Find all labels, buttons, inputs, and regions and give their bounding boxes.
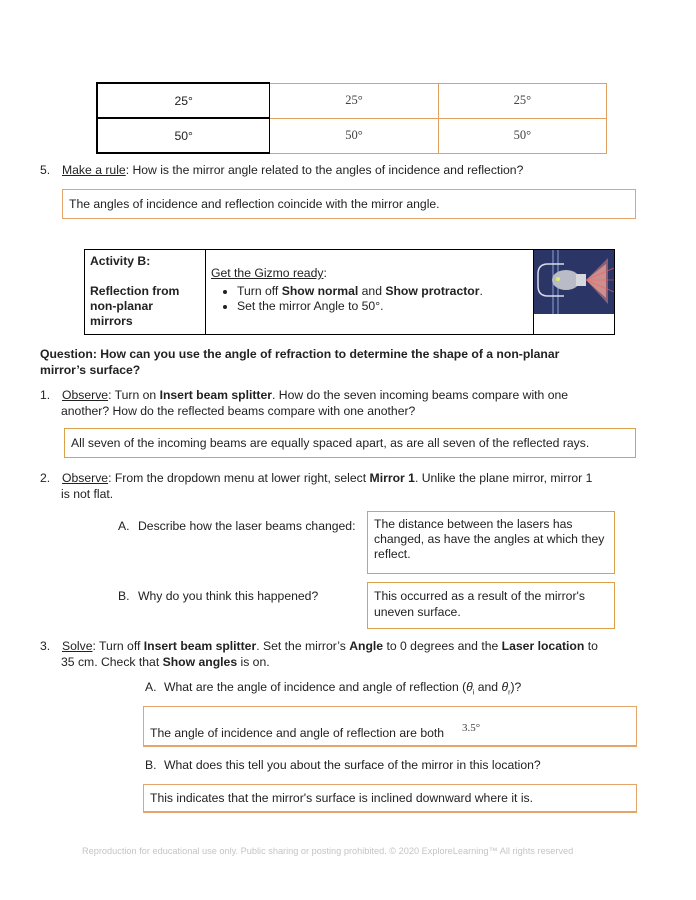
question-text: is not flat. (61, 487, 114, 501)
question-label: Make a rule (62, 163, 126, 177)
part-letter: B. (118, 589, 130, 603)
question-text: 35 cm. Check that (61, 655, 163, 669)
list-item (237, 284, 528, 299)
question-text: : Turn off (92, 639, 144, 653)
theta-symbol: θ (466, 680, 473, 694)
incidence-angle-cell[interactable]: 25° (270, 83, 438, 118)
activity-subtitle: Reflection from non-planar mirrors (90, 284, 180, 328)
subscript: r (508, 689, 511, 697)
incidence-angle-cell[interactable]: 50° (270, 118, 438, 153)
question-text: . Set the mirror’s (256, 639, 350, 653)
question-2b (118, 589, 318, 603)
question-text: : From the dropdown menu at lower right, select (108, 471, 370, 485)
main-question-line: mirror’s surface? (40, 363, 141, 377)
question-bold: Mirror 1 (369, 471, 415, 485)
bullet-text: Set the mirror Angle to 50°. (237, 299, 384, 313)
question-text: to 0 degrees and the (383, 639, 502, 653)
gizmo-ready-label: Get the Gizmo ready (211, 266, 324, 280)
main-question (40, 346, 640, 378)
answer-box-q2a[interactable] (367, 511, 615, 574)
question-text: to (584, 639, 598, 653)
question-number: 2. (40, 471, 51, 485)
question-bold: Insert beam splitter (143, 639, 257, 653)
answer-box-q5[interactable] (62, 189, 636, 219)
bullet-text: Turn off (237, 284, 282, 298)
question-number: 3. (40, 639, 51, 653)
table-row (97, 118, 607, 153)
part-question: )? (510, 680, 522, 694)
question-number: 1. (40, 388, 51, 402)
part-question: and (474, 680, 502, 694)
part-question: What are the angle of incidence and angle of reflection ( (164, 680, 467, 694)
question-2 (40, 470, 640, 502)
bullet-text: . (479, 284, 483, 298)
answer-text: The distance between the lasers has changed, as have the angles at which they reflect. (374, 517, 605, 561)
question-label: Observe (62, 471, 109, 485)
question-text: : Turn on (108, 388, 160, 402)
question-1 (40, 387, 640, 419)
activity-title-cell (85, 250, 206, 335)
table-row (97, 83, 607, 118)
bullet-bold: Show normal (281, 284, 359, 298)
answer-text: The angles of incidence and reflection coincide with the mirror angle. (69, 197, 440, 211)
question-bold: Laser location (501, 639, 585, 653)
question-text: . Unlike the plane mirror, mirror 1 (414, 471, 593, 485)
part-letter: A. (145, 680, 157, 694)
question-text: another? How do the reflected beams compare with one another? (61, 404, 416, 418)
question-3b (145, 758, 541, 772)
question-number: 5. (40, 163, 51, 177)
gizmo-ready-cell (206, 250, 534, 335)
question-bold: Angle (349, 639, 384, 653)
mirror-angle-cell: 25° (97, 83, 270, 118)
activity-b-header (84, 249, 615, 335)
answer-text: This occurred as a result of the mirror's uneven surface. (374, 589, 585, 619)
question-label: Solve (62, 639, 93, 653)
angle-data-table (96, 82, 607, 154)
question-3 (40, 638, 660, 670)
main-question-line: Question: How can you use the angle of refraction to determine the shape of a non-planar (40, 347, 560, 361)
bullet-text: and (358, 284, 386, 298)
answer-text: All seven of the incoming beams are equally spaced apart, as are all seven of the reflected rays. (71, 436, 590, 450)
mirror-angle-cell: 50° (97, 118, 270, 153)
theta-symbol: θ (501, 680, 509, 694)
gizmo-ready-list (211, 284, 528, 314)
bullet-bold: Show protractor (385, 284, 480, 298)
question-2a (118, 519, 355, 533)
subscript: i (472, 689, 475, 697)
question-bold: Insert beam splitter (159, 388, 272, 402)
answer-text: The angle of incidence and angle of reflection are both (150, 726, 445, 740)
list-item (237, 299, 528, 314)
question-5 (40, 162, 640, 178)
part-question: What does this tell you about the surface of the mirror in this location? (164, 758, 541, 772)
question-bold: Show angles (162, 655, 238, 669)
part-question: Why do you think this happened? (138, 589, 319, 603)
activity-title: Activity B: (90, 254, 151, 268)
answer-box-q2b[interactable] (367, 582, 615, 629)
part-letter: A. (118, 519, 130, 533)
question-text: : How is the mirror angle related to the angles of incidence and reflection? (125, 163, 524, 177)
colon: : (323, 266, 327, 280)
question-text: . How do the seven incoming beams compare with one (272, 388, 569, 402)
question-3a (145, 680, 521, 696)
copyright-footer: Reproduction for educational use only. Public sharing or posting prohibited. © 2020 ExploreLearning™ All rights reserved (82, 846, 574, 856)
answer-value: 3.5° (462, 722, 481, 734)
reflection-angle-cell[interactable]: 50° (438, 118, 606, 153)
gizmo-image-cell (534, 250, 615, 335)
reflection-angle-cell[interactable]: 25° (438, 83, 606, 118)
answer-box-q1[interactable] (64, 428, 636, 458)
question-label: Observe (62, 388, 109, 402)
part-letter: B. (145, 758, 157, 772)
question-text: is on. (237, 655, 270, 669)
answer-box-q3a[interactable] (143, 706, 637, 747)
part-question: Describe how the laser beams changed: (138, 519, 356, 533)
answer-box-q3b[interactable] (143, 784, 637, 813)
answer-text: This indicates that the mirror's surface is inclined downward where it is. (150, 791, 534, 805)
gizmo-thumbnail-image (534, 250, 614, 334)
